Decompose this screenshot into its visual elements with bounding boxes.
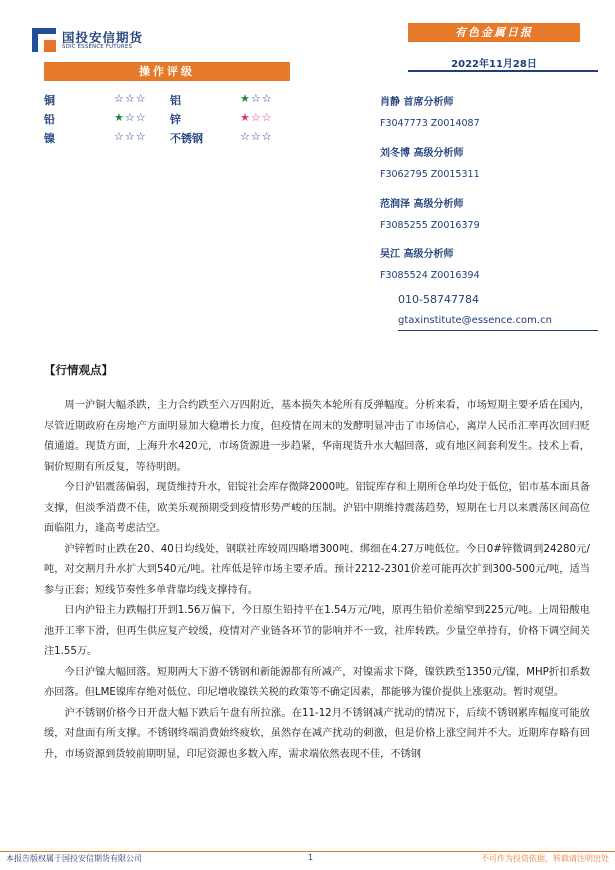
page-number: 1 [308,853,314,862]
analyst-name: 吴江 高级分析师 [380,249,454,260]
rating-stars: ★☆☆ [240,111,273,124]
report-date: 2022年11月28日 [451,59,537,70]
analyst-license: F3062795 Z0015311 [380,169,480,180]
analyst-name: 肖静 首席分析师 [380,97,454,108]
rating-stars: ★☆☆ [114,111,147,124]
footer-disclaimer: 不可作为投资依据，转载请注明出处 [481,854,609,863]
paragraph-lead: 日内沪铅主力跌幅打开到1.56万偏下，今日原生铅持平在1.54万元/吨，原再生铅价差缩窄到225元/吨。上周铅酸电池开工率下滑，但再生供应复产较缓，疫情对产业链各环节的影响并不一致，社库转跌。少量空单持有，价格下调空间关注1.55万。 [44,605,590,657]
metal-name: 铜 [44,94,55,107]
analyst-license: F3085524 Z0016394 [380,270,480,281]
contact-email[interactable]: gtaxinstitute@essence.com.cn [398,315,552,326]
paragraph-aluminum: 今日沪铝震荡偏弱，现货维持升水，铝锭社会库存微降2000吨。铝锭库存和上期所仓单均处于低位，铝市基本面具备支撑，但淡季消费不佳，欧美乐观预期受到疫情形势严峻的压制。沪铝中期维持震荡趋势，短期在七月以来震荡区间高位面临阻力，逢高考虑沽空。 [44,482,590,534]
metal-name: 不锈钢 [170,132,203,145]
metal-name: 铅 [44,113,55,126]
contact-phone: 010-58747784 [398,293,479,306]
report-type-banner: 有色金属日报 [408,23,580,42]
paragraph-nickel: 今日沪镍大幅回落。短期两大下游不锈钢和新能源都有所减产，对镍需求下降，镍铁跌至1350元/镍，MHP折扣系数亦回落。但LME镍库存绝对低位、印尼增收镍铁关税的政策等不确定因素，都能够为镍价提供上涨驱动。暂时观望。 [44,666,590,698]
rating-row [44,92,304,110]
rating-row [44,130,304,148]
company-logo [32,28,162,52]
metal-name: 铝 [170,94,181,107]
logo-chinese-name: 国投安信期货 [62,30,144,45]
logo-english-name: SDIC ESSENCE FUTURES [62,44,133,50]
logo-mark-icon [32,28,56,52]
metal-name: 镍 [44,132,55,145]
contact-divider [398,330,598,331]
paragraph-stainless: 沪不锈钢价格今日开盘大幅下跌后午盘有所拉涨。在11-12月不锈钢减产扰动的情况下，后续不锈钢累库幅度可能放缓，对盘面有所支撑。不锈钢终端消费始终疲软，虽然存在减产扰动的刺激，但是价格上涨空间并不大。近期库存略有回升，市场资源到货较前期明显，印尼资源也多数入库，需求端依然表现不佳，不锈钢 [44,707,590,760]
rating-title: 操作评级 [44,62,290,81]
rating-stars: ☆☆☆ [114,130,147,143]
analyst-license: F3085255 Z0016379 [380,220,480,231]
header-divider [408,70,598,72]
footer-divider [0,851,615,852]
analyst-name: 范润泽 高级分析师 [380,199,464,210]
metal-name: 锌 [170,113,181,126]
section-title: 【行情观点】 [44,363,113,377]
paragraph-zinc: 沪锌暂时止跌在20、40日均线处，钢联社库较周四略增300吨、绑细在4.27万吨低位。今日0#锌微调到24280元/吨，对交割月升水扩大到540元/吨。社库低是锌市场主要矛盾。预计2212-2301价差可能再次扩到300-500元/吨，适当参与正套；短线节奏性多单背靠均线支撑持有。 [44,543,590,596]
paragraph-copper: 周一沪铜大幅杀跌，主力合约跌至六万四附近，基本损失本轮所有反弹幅度。分析来看，市场短期主要矛盾在国内，尽管近期政府在房地产方面明显加大稳增长力度，但疫情在周末的发酵明显冲击了市场信心，离岸人民币汇率再次回归贬值通道。现货方面，上海升水420元，市场货源进一步趋紧，华南现货升水大幅回落，或有地区间套利发生。技术上看，铜价短期有所反复，等待明朗。 [44,400,590,473]
rating-stars: ☆☆☆ [114,92,147,105]
rating-stars: ★☆☆ [240,92,273,105]
analyst-name: 刘冬博 高级分析师 [380,148,464,159]
rating-row [44,111,304,129]
footer-copyright: 本报告版权属于国投安信期货有限公司 [6,854,142,863]
analyst-license: F3047773 Z0014087 [380,118,480,129]
body-text [44,396,590,765]
rating-stars: ☆☆☆ [240,130,273,143]
